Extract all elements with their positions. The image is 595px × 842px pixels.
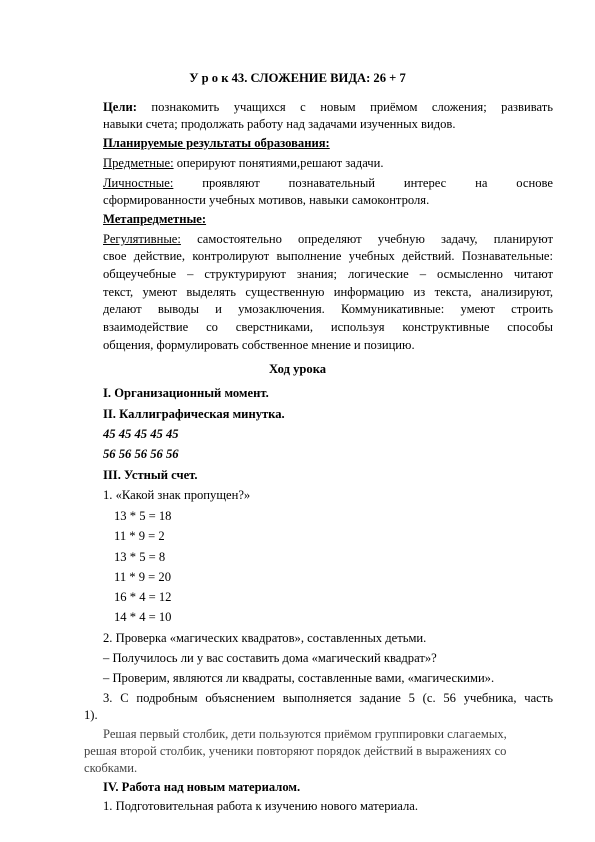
task-2-question-2: – Проверим, являются ли квадраты, составленные вами, «магическими». xyxy=(103,671,495,685)
equation-3: 13 * 5 = 8 xyxy=(114,550,166,564)
regulatory-line-3: общеучебные – структурируют знания; логические – осмысленно читают xyxy=(103,267,553,281)
goals-text-1: познакомить учащихся с новым приёмом сложения; развивать xyxy=(151,100,553,114)
task-2: 2. Проверка «магических квадратов», составленных детьми. xyxy=(103,631,427,645)
new-material-task: 1. Подготовительная работа к изучению нового материала. xyxy=(103,799,419,813)
regulatory-line-4: текст, умеют выделять существенную информацию из текста, анализируют, xyxy=(103,285,553,299)
task-2-question-1: – Получилось ли у вас составить дома «магический квадрат»? xyxy=(103,651,437,665)
personal-text-1: проявляют познавательный интерес на основе xyxy=(202,176,554,190)
regulatory-line-7: общения, формулировать собственное мнение и позицию. xyxy=(103,338,415,352)
goals-line-2: навыки счета; продолжать работу над задачами изученных видов. xyxy=(103,117,456,131)
section-3-heading: III. Устный счет. xyxy=(103,468,198,482)
subject-results xyxy=(103,155,384,172)
task-1: 1. «Какой знак пропущен?» xyxy=(103,488,251,502)
section-1-heading: I. Организационный момент. xyxy=(103,386,269,400)
regulatory-label: Регулятивные: xyxy=(103,232,181,246)
equation-6: 14 * 4 = 10 xyxy=(114,610,172,624)
section-4-heading: IV. Работа над новым материалом. xyxy=(103,780,301,794)
lesson-progress-heading: Ход урока xyxy=(268,362,327,376)
meta-heading: Метапредметные: xyxy=(103,212,207,226)
calligraphy-line-2: 56 56 56 56 56 xyxy=(103,447,179,461)
task-3-line-1: 3. С подробным объяснением выполняется задание 5 (с. 56 учебника, часть xyxy=(103,691,553,705)
subject-label: Предметные: xyxy=(103,156,174,170)
planned-results-heading: Планируемые результаты образования: xyxy=(103,136,330,150)
note-line-2: решая второй столбик, ученики повторяют порядок действий в выражениях со xyxy=(84,744,507,758)
regulatory-line-1 xyxy=(103,231,553,248)
goals-line-1 xyxy=(103,99,553,116)
personal-line-2: сформированности учебных мотивов, навыки самоконтроля. xyxy=(103,193,430,207)
regulatory-line-5: делают выводы и умозаключения. Коммуникативные: умеют строить xyxy=(103,302,553,316)
equation-2: 11 * 9 = 2 xyxy=(114,529,165,543)
task-3-line-2: 1). xyxy=(84,708,98,722)
subject-text: оперируют понятиями,решают задачи. xyxy=(173,156,384,170)
regulatory-line-2: свое действие, контролируют выполнение учебных действий. Познавательные: xyxy=(103,249,553,263)
personal-label: Личностные: xyxy=(103,176,174,190)
calligraphy-line-1: 45 45 45 45 45 xyxy=(103,427,179,441)
regulatory-line-6: взаимодействие со сверстниками, используя конструктивные способы xyxy=(103,320,553,334)
section-2-heading: II. Каллиграфическая минутка. xyxy=(103,407,285,421)
note-line-3: скобками. xyxy=(84,761,138,775)
personal-line-1 xyxy=(103,175,553,192)
goals-label: Цели: xyxy=(103,100,137,114)
equation-5: 16 * 4 = 12 xyxy=(114,590,172,604)
note-line-1: Решая первый столбик, дети пользуются приёмом группировки слагаемых, xyxy=(103,727,507,741)
equation-4: 11 * 9 = 20 xyxy=(114,570,172,584)
equation-1: 13 * 5 = 18 xyxy=(114,509,172,523)
lesson-title: У р о к 43. СЛОЖЕНИЕ ВИДА: 26 + 7 xyxy=(189,71,406,85)
regulatory-text-1: самостоятельно определяют учебную задачу, планируют xyxy=(197,232,553,246)
